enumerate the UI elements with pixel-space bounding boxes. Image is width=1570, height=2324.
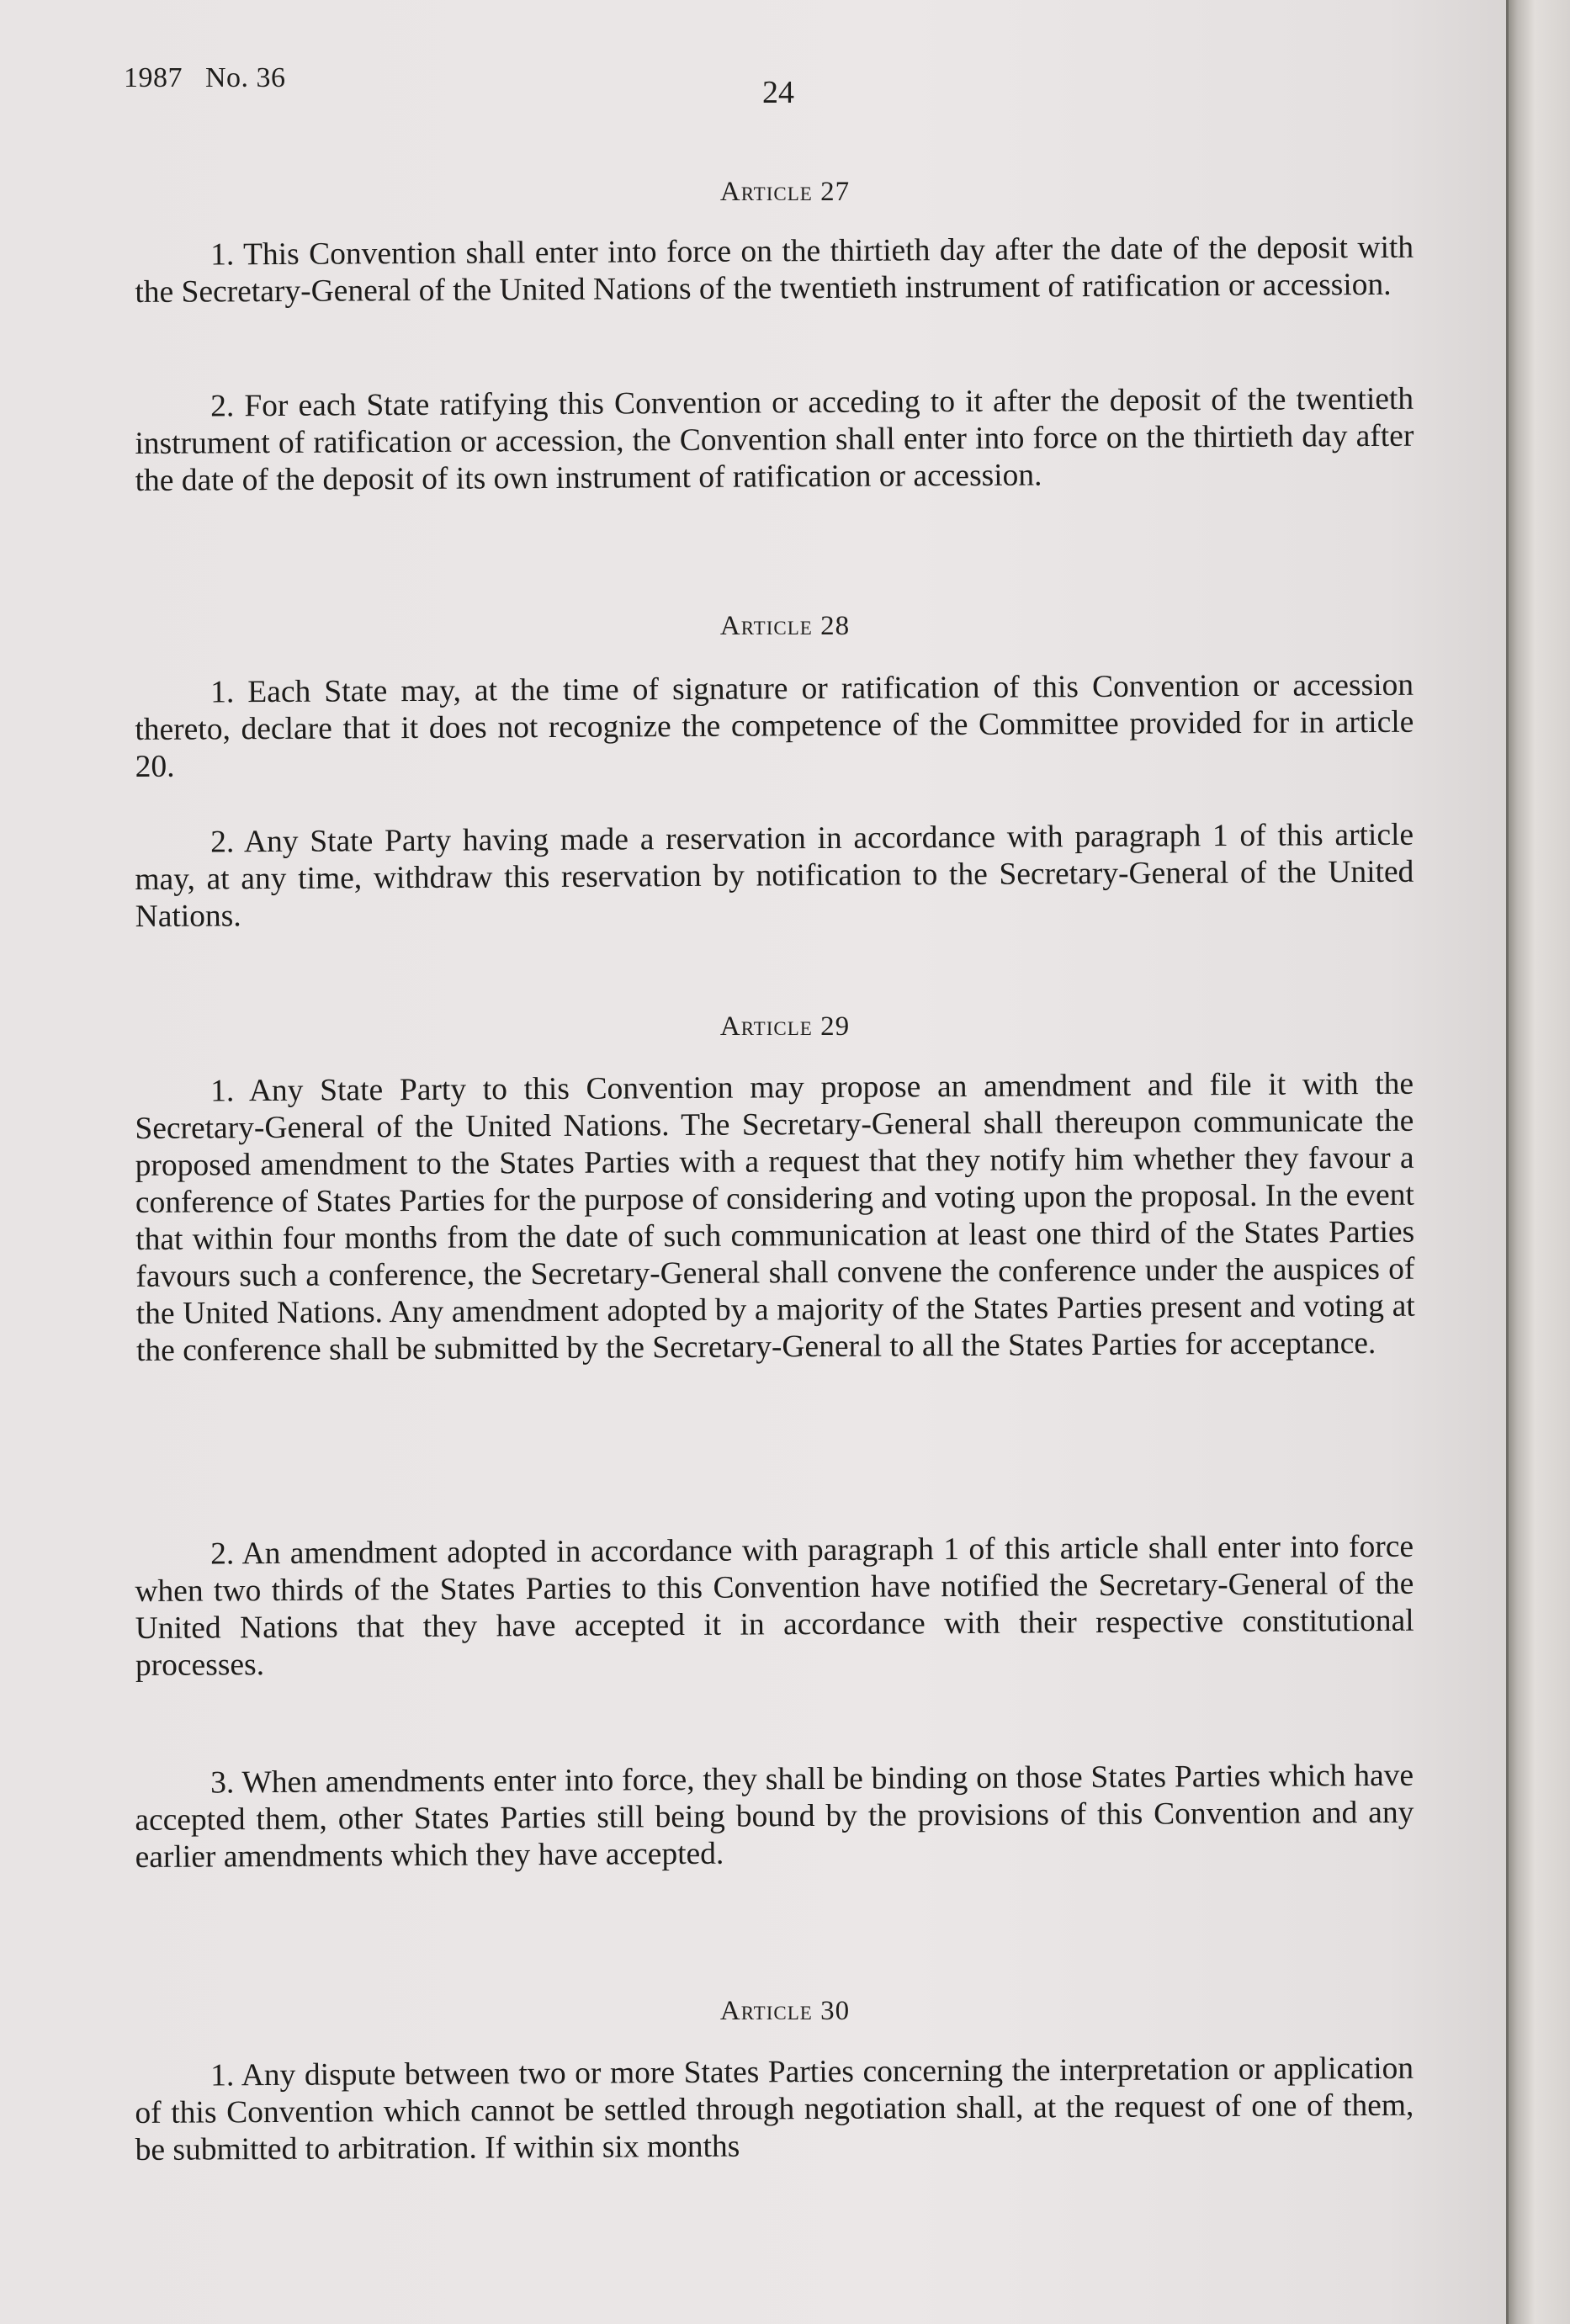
document-reference: 1987 No. 36 bbox=[124, 62, 286, 93]
article-29-paragraph-1: 1. Any State Party to this Convention may propose an amendment and file it with the Secretary-General of the United Nations. The Secretary-General shall thereupon communicate the proposed amendment to the States Parties with a request that they notify him whether they favour a conference of States Parties for the purpose of considering and voting upon the proposal. In the event that within four months from the date of such communication at least one third of the States Parties favours such a conference, the Secretary-General shall convene the conference under the auspices of the United Nations. Any amendment adopted by a majority of the States Parties present and voting at the conference shall be submitted by the Secretary-General to all the States Parties for acceptance. bbox=[135, 1066, 1415, 1368]
page-edge bbox=[1506, 0, 1570, 2324]
article-27-paragraph-2: 2. For each State ratifying this Convention or acceding to it after the deposit of the twentieth instrument of ratification or accession, the Convention shall enter into force on the thirtieth day after the date of the deposit of its own instrument of ratification or accession. bbox=[135, 381, 1414, 498]
article-29-paragraph-3: 3. When amendments enter into force, they shall be binding on those States Parties which have accepted them, other States Parties still being bound by the provisions of this Convention and any earlier amendments which they have accepted. bbox=[135, 1758, 1414, 1875]
article-30-heading: Article 30 bbox=[719, 1996, 851, 2026]
article-28-paragraph-1: 1. Each State may, at the time of signature or ratification of this Convention or accession thereto, declare that it does not recognize the competence of the Committee provided for in article 20. bbox=[135, 667, 1414, 784]
article-27-heading: Article 27 bbox=[719, 177, 851, 207]
page-number: 24 bbox=[762, 75, 794, 110]
article-28-paragraph-2: 2. Any State Party having made a reservation in accordance with paragraph 1 of this article may, at any time, withdraw this reservation by notification to the Secretary-General of the United Nations. bbox=[135, 817, 1414, 934]
article-29-paragraph-2: 2. An amendment adopted in accordance with paragraph 1 of this article shall enter into force when two thirds of the States Parties to this Convention have notified the Secretary-General of the United Nations that they have accepted it in accordance with their respective constitutional processes. bbox=[135, 1529, 1414, 1683]
article-28-heading: Article 28 bbox=[719, 611, 851, 641]
article-27-paragraph-1: 1. This Convention shall enter into force on the thirtieth day after the date of the deposit with the Secretary-General of the United Nations of the twentieth instrument of ratification or accession. bbox=[135, 230, 1414, 310]
article-30-paragraph-1: 1. Any dispute between two or more States Parties concerning the interpretation or application of this Convention which cannot be settled through negotiation shall, at the request of one of them, be submitted to arbitration. If within six months bbox=[135, 2051, 1414, 2167]
article-29-heading: Article 29 bbox=[719, 1011, 851, 1042]
page-edge-line bbox=[1506, 0, 1509, 2324]
